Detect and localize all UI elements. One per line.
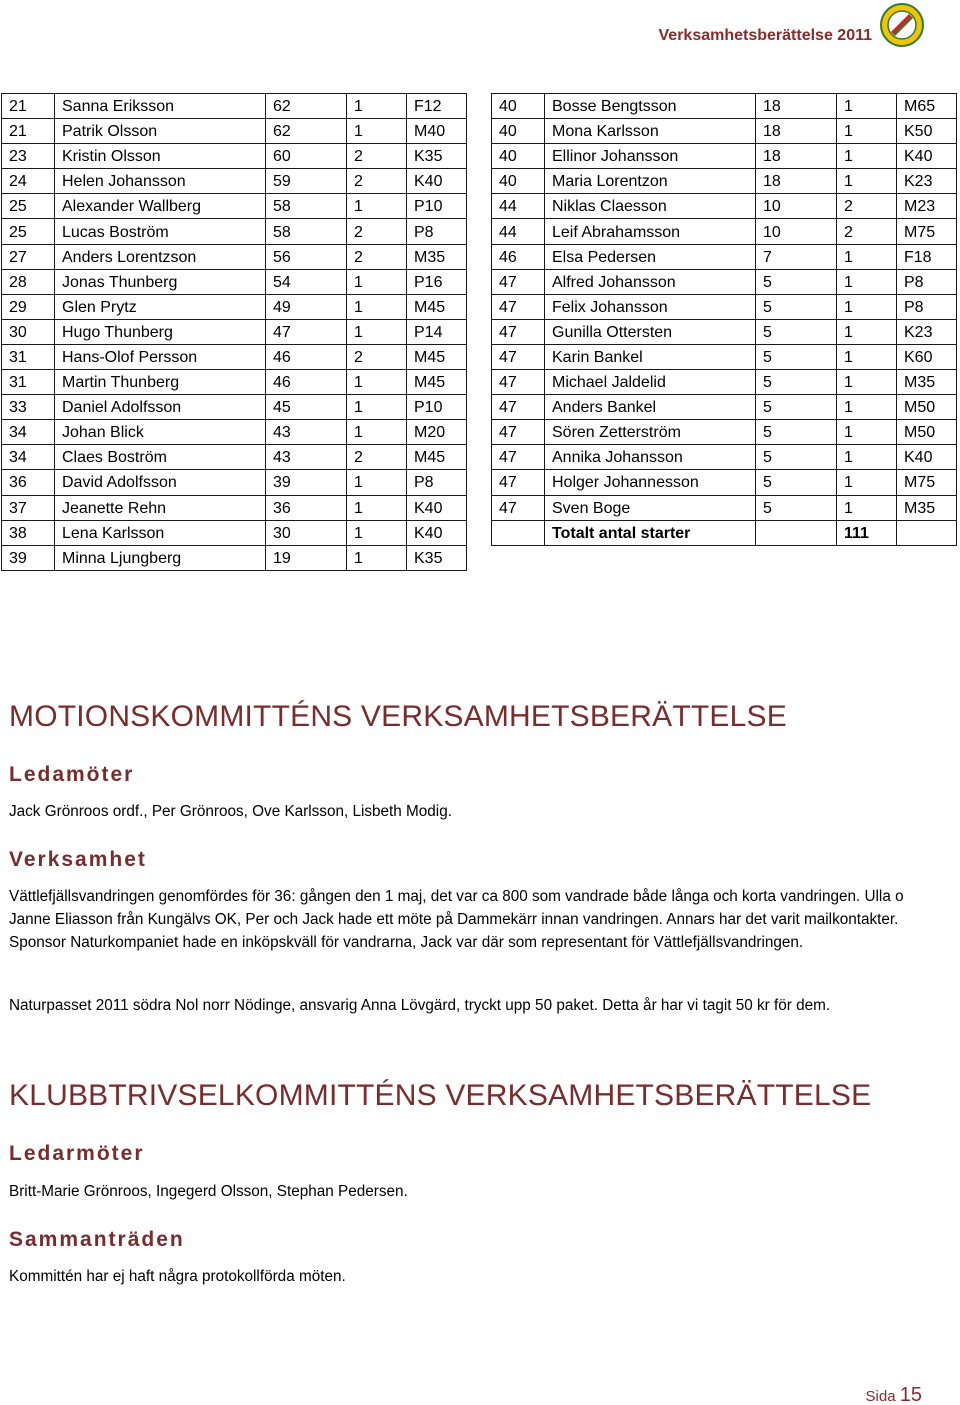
name-cell: Elsa Pedersen (545, 244, 756, 269)
name-cell: Patrik Olsson (55, 119, 266, 144)
points-cell: 5 (756, 495, 837, 520)
name-cell: Maria Lorentzon (545, 169, 756, 194)
name-cell: Bosse Bengtsson (545, 94, 756, 119)
points-cell: 49 (266, 294, 347, 319)
points-cell: 46 (266, 344, 347, 369)
class-cell: M75 (897, 470, 957, 495)
name-cell: Ellinor Johansson (545, 144, 756, 169)
place-cell: 34 (2, 445, 55, 470)
points-cell: 60 (266, 144, 347, 169)
class-cell: K40 (407, 169, 467, 194)
name-cell: Annika Johansson (545, 445, 756, 470)
table-row (492, 495, 957, 520)
place-cell: 30 (2, 319, 55, 344)
count-cell: 2 (837, 194, 897, 219)
count-cell: 1 (347, 395, 407, 420)
document-title: Verksamhetsberättelse 2011 (658, 27, 872, 44)
class-cell: M75 (897, 219, 957, 244)
place-cell: 47 (492, 420, 545, 445)
class-cell: P10 (407, 194, 467, 219)
name-cell: Anders Bankel (545, 395, 756, 420)
table-row (2, 194, 467, 219)
count-cell: 1 (837, 420, 897, 445)
place-cell: 47 (492, 319, 545, 344)
count-cell: 1 (837, 244, 897, 269)
points-cell: 47 (266, 319, 347, 344)
points-cell: 18 (756, 94, 837, 119)
place-cell: 40 (492, 119, 545, 144)
place-cell: 44 (492, 219, 545, 244)
points-cell: 10 (756, 194, 837, 219)
points-cell: 59 (266, 169, 347, 194)
class-cell: M35 (897, 370, 957, 395)
place-cell: 38 (2, 520, 55, 545)
table-row (492, 194, 957, 219)
results-table-right (491, 93, 957, 546)
name-cell: Johan Blick (55, 420, 266, 445)
class-cell: K23 (897, 319, 957, 344)
count-cell: 2 (347, 344, 407, 369)
table-row (2, 169, 467, 194)
place-cell: 23 (2, 144, 55, 169)
place-cell: 40 (492, 144, 545, 169)
table-row (492, 169, 957, 194)
points-cell: 30 (266, 520, 347, 545)
count-cell: 1 (837, 94, 897, 119)
subheading: Verksamhet (9, 848, 147, 871)
section-title: KLUBBTRIVSELKOMMITTÉNS VERKSAMHETSBERÄTTELSE (9, 1079, 872, 1112)
points-cell: 46 (266, 370, 347, 395)
paragraph: Jack Grönroos ordf., Per Grönroos, Ove Karlsson, Lisbeth Modig. (9, 803, 452, 820)
name-cell: Alexander Wallberg (55, 194, 266, 219)
class-cell: K60 (897, 344, 957, 369)
points-cell: 19 (266, 545, 347, 570)
class-cell: P8 (407, 470, 467, 495)
table-row (2, 244, 467, 269)
name-cell: Glen Prytz (55, 294, 266, 319)
points-cell: 43 (266, 420, 347, 445)
class-cell: P8 (897, 269, 957, 294)
count-cell: 1 (347, 119, 407, 144)
page-footer (866, 1384, 922, 1405)
count-cell: 1 (347, 269, 407, 294)
place-cell: 47 (492, 395, 545, 420)
table-row (2, 144, 467, 169)
count-cell: 1 (837, 294, 897, 319)
page-label: Sida (865, 1388, 896, 1405)
name-cell: Anders Lorentzson (55, 244, 266, 269)
points-cell: 54 (266, 269, 347, 294)
name-cell: Alfred Johansson (545, 269, 756, 294)
place-cell: 47 (492, 269, 545, 294)
count-cell: 1 (347, 94, 407, 119)
table-row (2, 344, 467, 369)
count-cell: 2 (837, 219, 897, 244)
table-cell (756, 520, 837, 545)
table-row (492, 420, 957, 445)
class-cell: M45 (407, 344, 467, 369)
table-row (2, 219, 467, 244)
points-cell: 10 (756, 219, 837, 244)
count-cell: 2 (347, 144, 407, 169)
class-cell: M50 (897, 420, 957, 445)
table-row (2, 445, 467, 470)
table-row (492, 269, 957, 294)
class-cell: K40 (897, 144, 957, 169)
class-cell: M20 (407, 420, 467, 445)
count-cell: 1 (347, 294, 407, 319)
name-cell: Gunilla Ottersten (545, 319, 756, 344)
class-cell: M45 (407, 445, 467, 470)
name-cell: Sanna Eriksson (55, 94, 266, 119)
class-cell: M23 (897, 194, 957, 219)
class-cell: F12 (407, 94, 467, 119)
subheading: Ledarmöter (9, 1142, 145, 1165)
count-cell: 1 (347, 370, 407, 395)
points-cell: 5 (756, 470, 837, 495)
points-cell: 56 (266, 244, 347, 269)
table-row (2, 545, 467, 570)
class-cell: K35 (407, 545, 467, 570)
count-cell: 2 (347, 219, 407, 244)
count-cell: 1 (347, 319, 407, 344)
place-cell: 21 (2, 119, 55, 144)
paragraph: Naturpasset 2011 södra Nol norr Nödinge, ansvarig Anna Lövgärd, tryckt upp 50 paket. Detta år har vi tagit 50 kr för dem. (9, 997, 831, 1014)
table-row (492, 445, 957, 470)
points-cell: 62 (266, 119, 347, 144)
total-value: 111 (837, 520, 897, 545)
place-cell: 37 (2, 495, 55, 520)
points-cell: 36 (266, 495, 347, 520)
name-cell: Jonas Thunberg (55, 269, 266, 294)
table-row (492, 119, 957, 144)
name-cell: Karin Bankel (545, 344, 756, 369)
place-cell: 24 (2, 169, 55, 194)
class-cell: M35 (897, 495, 957, 520)
name-cell: Mona Karlsson (545, 119, 756, 144)
place-cell: 25 (2, 194, 55, 219)
results-table-left (1, 93, 467, 571)
points-cell: 18 (756, 144, 837, 169)
table-row (492, 94, 957, 119)
place-cell: 47 (492, 294, 545, 319)
name-cell: Sören Zetterström (545, 420, 756, 445)
table-row (492, 144, 957, 169)
name-cell: Claes Boström (55, 445, 266, 470)
place-cell: 47 (492, 344, 545, 369)
paragraph: Kommittén har ej haft några protokollförda möten. (9, 1268, 346, 1285)
place-cell: 29 (2, 294, 55, 319)
class-cell: K23 (897, 169, 957, 194)
name-cell: Michael Jaldelid (545, 370, 756, 395)
place-cell: 46 (492, 244, 545, 269)
class-cell: K40 (407, 495, 467, 520)
class-cell: M45 (407, 294, 467, 319)
class-cell: P8 (407, 219, 467, 244)
count-cell: 1 (347, 470, 407, 495)
count-cell: 1 (837, 144, 897, 169)
paragraph: Vättlefjällsvandringen genomfördes för 36: gången den 1 maj, det var ca 800 som vandrade både långa och korta vandringen. Ulla o Janne Eliasson från Kungälvs OK, Per och Jack hade ett möte på Dammekärr innan vandringen. Annars har det varit mailkontakter. Sponsor Naturkompaniet hade en inköpskväll för vandrarna, Jack var där som representant för Vättlefjällsvandringen. (9, 888, 904, 951)
place-cell: 40 (492, 94, 545, 119)
count-cell: 1 (837, 470, 897, 495)
place-cell: 44 (492, 194, 545, 219)
table-row (492, 219, 957, 244)
table-row (492, 395, 957, 420)
count-cell: 1 (347, 420, 407, 445)
table-row (492, 294, 957, 319)
table-row (492, 244, 957, 269)
class-cell: M65 (897, 94, 957, 119)
name-cell: Helen Johansson (55, 169, 266, 194)
points-cell: 7 (756, 244, 837, 269)
table-row (492, 344, 957, 369)
name-cell: David Adolfsson (55, 470, 266, 495)
points-cell: 58 (266, 194, 347, 219)
name-cell: Hans-Olof Persson (55, 344, 266, 369)
subheading: Sammanträden (9, 1228, 185, 1251)
place-cell: 28 (2, 269, 55, 294)
class-cell: P10 (407, 395, 467, 420)
count-cell: 1 (837, 169, 897, 194)
table-row (2, 294, 467, 319)
points-cell: 43 (266, 445, 347, 470)
count-cell: 1 (347, 495, 407, 520)
count-cell: 1 (347, 545, 407, 570)
count-cell: 1 (837, 445, 897, 470)
place-cell: 33 (2, 395, 55, 420)
class-cell: P14 (407, 319, 467, 344)
paragraph: Britt-Marie Grönroos, Ingegerd Olsson, Stephan Pedersen. (9, 1183, 408, 1200)
place-cell: 47 (492, 495, 545, 520)
count-cell: 1 (837, 319, 897, 344)
class-cell: M40 (407, 119, 467, 144)
table-row (492, 370, 957, 395)
count-cell: 1 (347, 520, 407, 545)
place-cell: 47 (492, 370, 545, 395)
name-cell: Daniel Adolfsson (55, 395, 266, 420)
place-cell: 39 (2, 545, 55, 570)
name-cell: Hugo Thunberg (55, 319, 266, 344)
total-label: Totalt antal starter (545, 520, 756, 545)
place-cell: 21 (2, 94, 55, 119)
section-title: MOTIONSKOMMITTÉNS VERKSAMHETSBERÄTTELSE (9, 700, 787, 733)
count-cell: 1 (837, 370, 897, 395)
class-cell: K50 (897, 119, 957, 144)
points-cell: 5 (756, 445, 837, 470)
place-cell: 31 (2, 370, 55, 395)
points-cell: 62 (266, 94, 347, 119)
table-cell (897, 520, 957, 545)
table-row (2, 520, 467, 545)
class-cell: K40 (407, 520, 467, 545)
points-cell: 18 (756, 119, 837, 144)
table-cell (492, 520, 545, 545)
points-cell: 39 (266, 470, 347, 495)
count-cell: 1 (837, 495, 897, 520)
table-row (2, 495, 467, 520)
name-cell: Lucas Boström (55, 219, 266, 244)
count-cell: 1 (347, 194, 407, 219)
class-cell: F18 (897, 244, 957, 269)
name-cell: Niklas Claesson (545, 194, 756, 219)
name-cell: Kristin Olsson (55, 144, 266, 169)
points-cell: 45 (266, 395, 347, 420)
table-row (2, 370, 467, 395)
name-cell: Minna Ljungberg (55, 545, 266, 570)
points-cell: 5 (756, 370, 837, 395)
name-cell: Martin Thunberg (55, 370, 266, 395)
count-cell: 1 (837, 344, 897, 369)
table-row (2, 94, 467, 119)
name-cell: Leif Abrahamsson (545, 219, 756, 244)
place-cell: 25 (2, 219, 55, 244)
name-cell: Felix Johansson (545, 294, 756, 319)
points-cell: 5 (756, 420, 837, 445)
table-row (2, 319, 467, 344)
count-cell: 2 (347, 169, 407, 194)
subheading: Ledamöter (9, 763, 135, 786)
table-row (2, 470, 467, 495)
name-cell: Lena Karlsson (55, 520, 266, 545)
total-row (492, 520, 957, 545)
class-cell: K35 (407, 144, 467, 169)
name-cell: Holger Johannesson (545, 470, 756, 495)
points-cell: 5 (756, 319, 837, 344)
class-cell: P16 (407, 269, 467, 294)
points-cell: 5 (756, 395, 837, 420)
club-logo-icon (880, 3, 924, 47)
points-cell: 5 (756, 294, 837, 319)
class-cell: P8 (897, 294, 957, 319)
table-row (2, 395, 467, 420)
count-cell: 1 (837, 269, 897, 294)
table-row (492, 470, 957, 495)
place-cell: 47 (492, 445, 545, 470)
page-number: 15 (899, 1384, 922, 1405)
table-row (2, 420, 467, 445)
points-cell: 5 (756, 344, 837, 369)
table-row (2, 269, 467, 294)
points-cell: 58 (266, 219, 347, 244)
count-cell: 2 (347, 445, 407, 470)
count-cell: 1 (837, 119, 897, 144)
count-cell: 1 (837, 395, 897, 420)
name-cell: Jeanette Rehn (55, 495, 266, 520)
table-row (492, 319, 957, 344)
place-cell: 31 (2, 344, 55, 369)
points-cell: 18 (756, 169, 837, 194)
table-row (2, 119, 467, 144)
place-cell: 40 (492, 169, 545, 194)
count-cell: 2 (347, 244, 407, 269)
place-cell: 47 (492, 470, 545, 495)
class-cell: M50 (897, 395, 957, 420)
class-cell: M45 (407, 370, 467, 395)
place-cell: 34 (2, 420, 55, 445)
class-cell: M35 (407, 244, 467, 269)
name-cell: Sven Boge (545, 495, 756, 520)
place-cell: 27 (2, 244, 55, 269)
place-cell: 36 (2, 470, 55, 495)
class-cell: K40 (897, 445, 957, 470)
points-cell: 5 (756, 269, 837, 294)
